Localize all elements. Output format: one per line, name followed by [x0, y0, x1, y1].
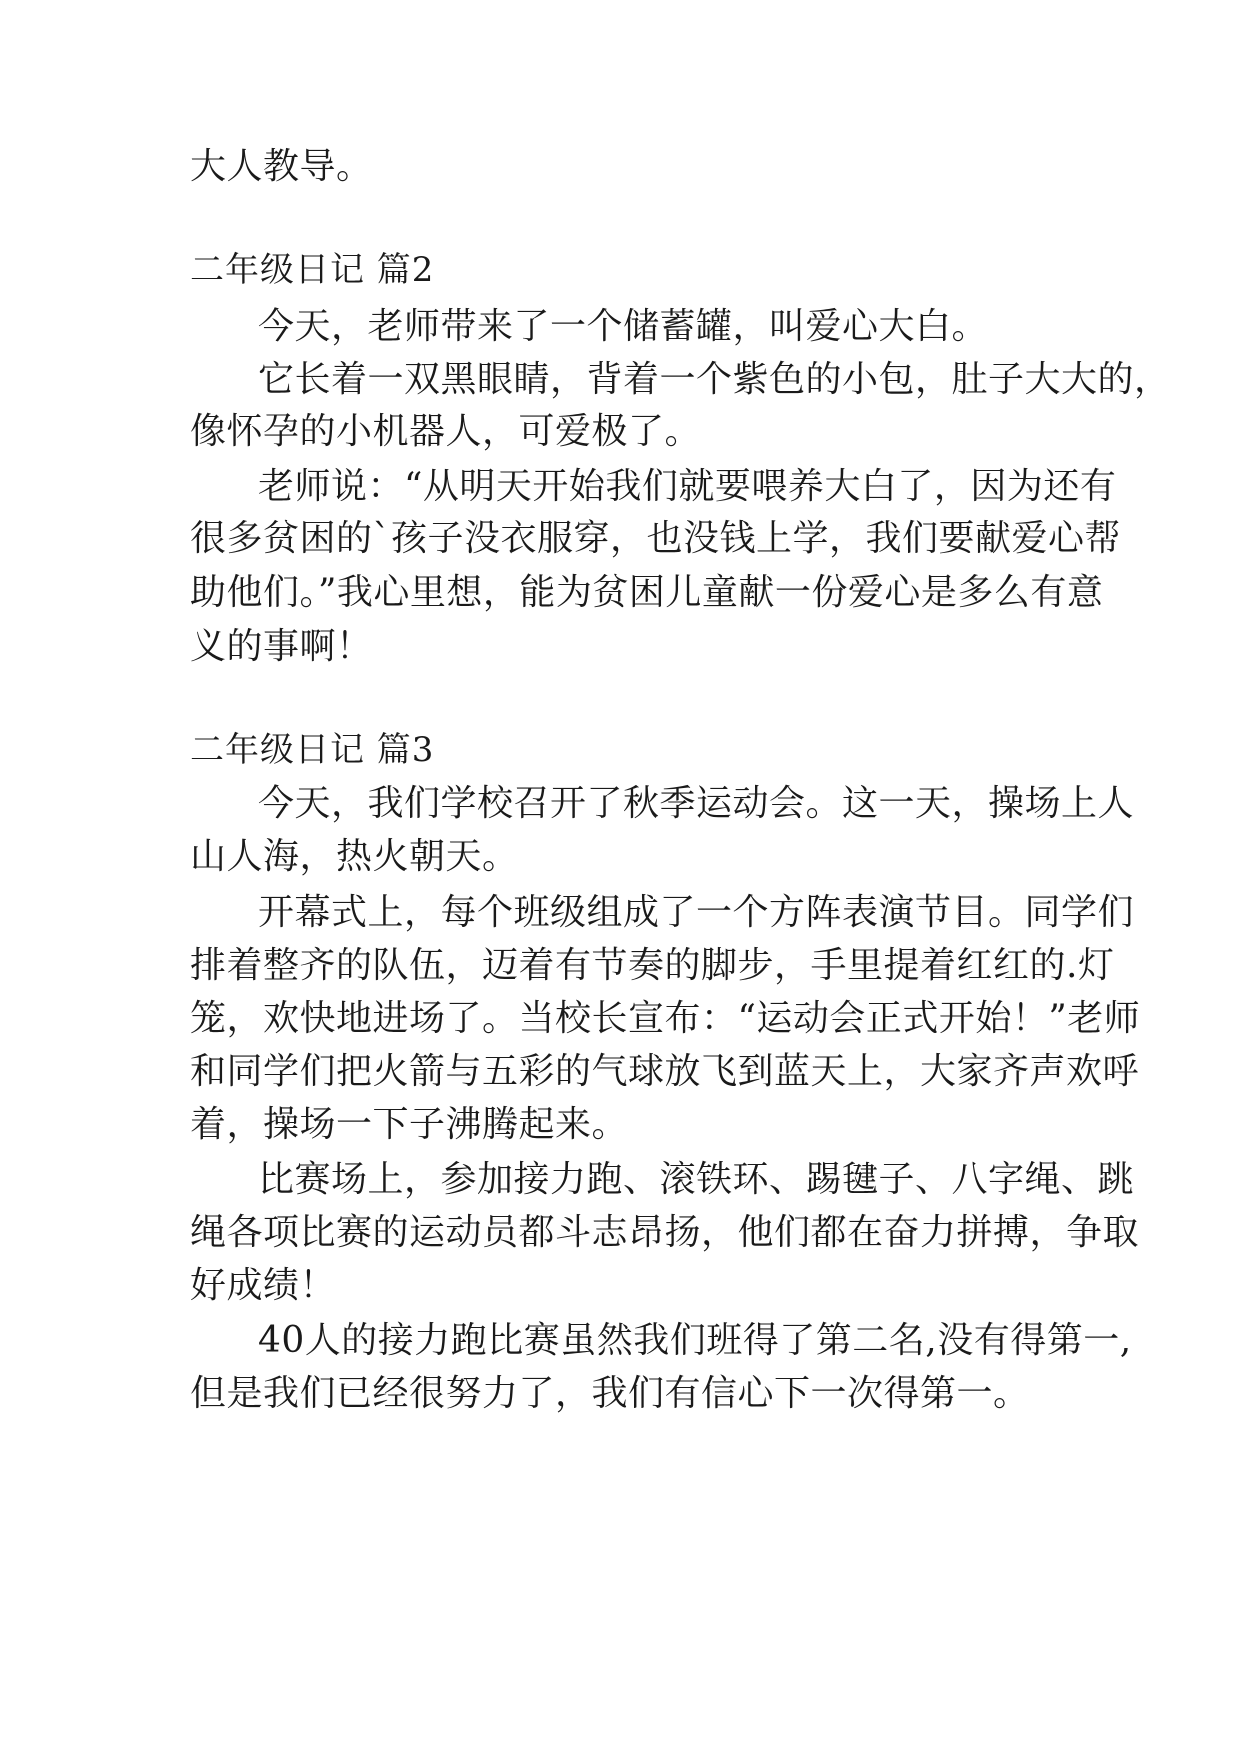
section1-closing-line: 大人教导。: [190, 146, 373, 187]
section3-p4-line1: 40人的接力跑比赛虽然我们班得了第二名,没有得第一,: [258, 1320, 1132, 1361]
section2-p3-line1: 老师说：“从明天开始我们就要喂养大白了，因为还有: [258, 466, 1117, 507]
section3-heading: 二年级日记 篇3: [190, 730, 435, 770]
section3-p3-line1: 比赛场上，参加接力跑、滚铁环、踢毽子、八字绳、跳: [258, 1159, 1135, 1200]
section3-p2-line5: 着，操场一下子沸腾起来。: [190, 1104, 629, 1145]
section3-p1-line2: 山人海，热火朝天。: [190, 836, 519, 877]
section2-p3-line2: 很多贫困的`孩子没衣服穿，也没钱上学，我们要献爱心帮: [190, 518, 1122, 559]
section2-p3-line3: 助他们。”我心里想，能为贫困儿童献一份爱心是多么有意: [190, 572, 1104, 613]
section3-p2-line4: 和同学们把火箭与五彩的气球放飞到蓝天上，大家齐声欢呼: [190, 1051, 1140, 1092]
section3-p2-line1: 开幕式上，每个班级组成了一个方阵表演节目。同学们: [258, 892, 1135, 933]
section3-p3-line2: 绳各项比赛的运动员都斗志昂扬，他们都在奋力拼搏，争取: [190, 1212, 1140, 1253]
section3-p2-line2: 排着整齐的队伍，迈着有节奏的脚步，手里提着红红的.灯: [190, 945, 1115, 986]
section2-p1-line1: 今天，老师带来了一个储蓄罐，叫爱心大白。: [258, 306, 989, 347]
section3-p4-line2: 但是我们已经很努力了，我们有信心下一次得第一。: [190, 1373, 1030, 1414]
section2-heading: 二年级日记 篇2: [190, 250, 435, 290]
section3-p1-line1: 今天，我们学校召开了秋季运动会。这一天，操场上人: [258, 783, 1135, 824]
section2-p2-line2: 像怀孕的小机器人，可爱极了。: [190, 411, 702, 452]
section3-p3-line3: 好成绩！: [190, 1265, 337, 1306]
section2-p3-line4: 义的事啊！: [190, 626, 373, 667]
section3-p2-line3: 笼，欢快地进场了。当校长宣布：“运动会正式开始！”老师: [190, 998, 1141, 1039]
section2-p2-line1: 它长着一双黑眼睛，背着一个紫色的小包，肚子大大的，: [258, 359, 1171, 400]
